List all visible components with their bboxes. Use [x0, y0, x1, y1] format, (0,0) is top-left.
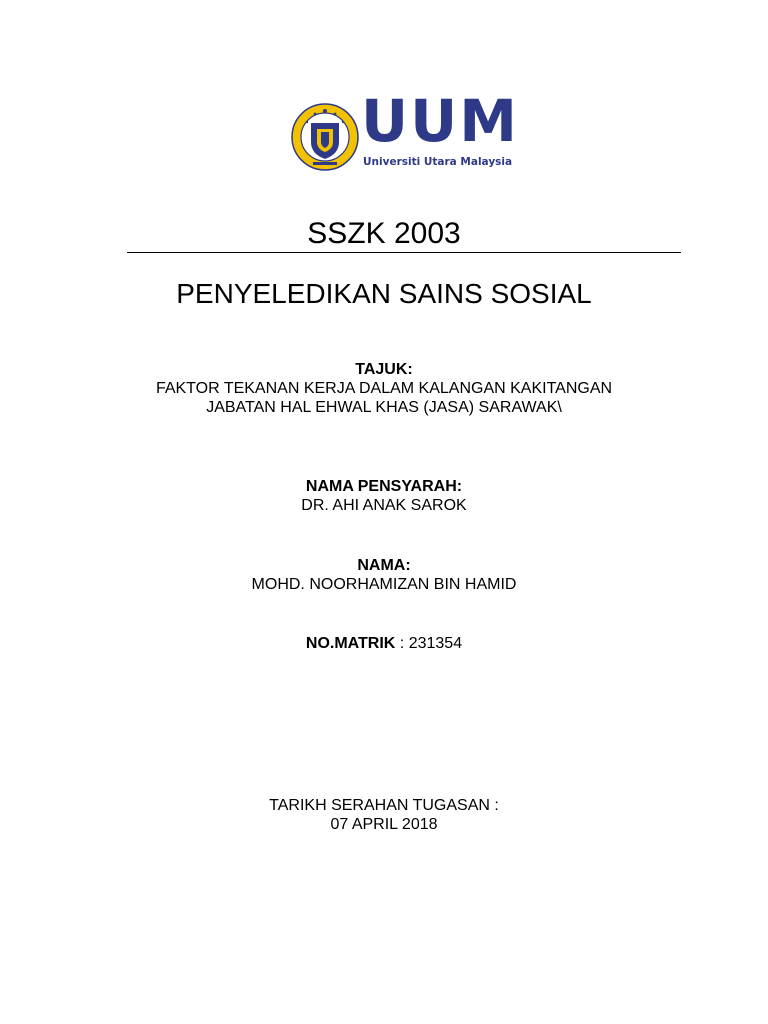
uum-logo: [291, 87, 519, 178]
student-label: NAMA:: [357, 557, 411, 574]
lecturer-label: NAMA PENSYARAH:: [305, 478, 463, 495]
logo-subtitle: Universiti Utara Malaysia: [363, 156, 513, 168]
title-line-1: FAKTOR TEKANAN KERJA DALAM KALANGAN KAKITANGAN: [155, 380, 613, 397]
submission-date-label: TARIKH SERAHAN TUGASAN :: [269, 797, 499, 814]
title-divider: [127, 252, 681, 253]
uum-emblem-icon: [291, 98, 359, 176]
matric-number-line: [0, 634, 768, 653]
course-code: SSZK 2003: [307, 217, 461, 250]
title-line-2: JABATAN HAL EHWAL KHAS (JASA) SARAWAK\: [206, 399, 562, 416]
matric-value: : 231354: [395, 635, 463, 652]
matric-label: NO.MATRIK: [305, 635, 396, 652]
lecturer-name: DR. AHI ANAK SAROK: [301, 497, 467, 514]
course-name: PENYELEDIKAN SAINS SOSIAL: [176, 278, 592, 309]
title-label: TAJUK:: [355, 361, 413, 378]
submission-date: 07 APRIL 2018: [330, 816, 438, 833]
logo-wordmark: UUM: [361, 87, 519, 155]
student-name: MOHD. NOORHAMIZAN BIN HAMID: [251, 576, 517, 593]
